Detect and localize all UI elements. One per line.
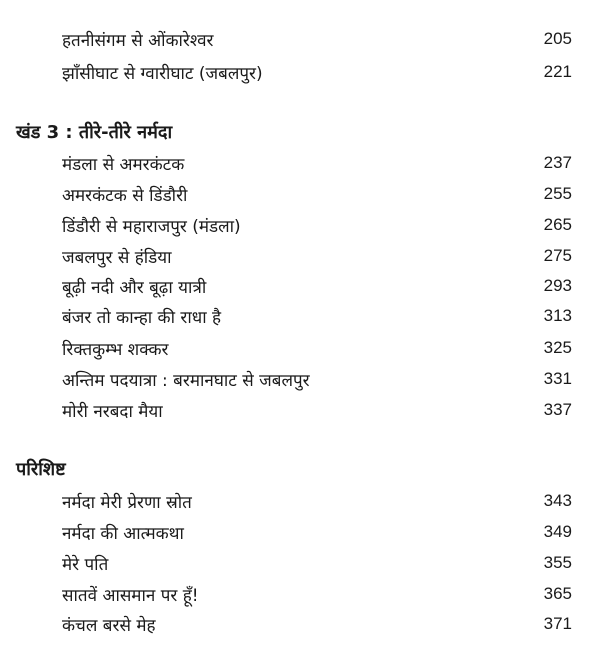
toc-entry bbox=[62, 517, 572, 547]
toc-entry bbox=[62, 210, 572, 240]
toc-entry bbox=[62, 148, 572, 178]
entry-title: मंडला से अमरकंटक bbox=[62, 154, 185, 175]
toc-entry bbox=[62, 579, 572, 609]
entry-title: बंजर तो कान्हा की राधा है bbox=[62, 307, 222, 328]
entry-title: रिक्तकुम्भ शक्कर bbox=[62, 339, 169, 360]
toc-entry bbox=[62, 57, 572, 87]
section-heading: परिशिष्ट bbox=[16, 459, 66, 480]
entry-title: बूढ़ी नदी और बूढ़ा यात्री bbox=[62, 277, 207, 298]
toc-entry bbox=[62, 179, 572, 209]
toc-entry bbox=[62, 486, 572, 516]
entry-page: 337 bbox=[543, 400, 572, 419]
entry-title: मोरी नरबदा मैया bbox=[62, 401, 163, 422]
toc-entry bbox=[62, 301, 572, 331]
entry-title: जबलपुर से हंडिया bbox=[62, 247, 172, 268]
section-heading: खंड 3 : तीरे-तीरे नर्मदा bbox=[16, 122, 173, 143]
entry-page: 331 bbox=[543, 369, 572, 388]
entry-page: 205 bbox=[543, 29, 572, 48]
entry-page: 255 bbox=[543, 184, 572, 203]
entry-page: 355 bbox=[543, 553, 572, 572]
entry-page: 371 bbox=[543, 614, 572, 633]
entry-title: झाँसीघाट से ग्वारीघाट (जबलपुर) bbox=[62, 63, 263, 84]
entry-title: हतनीसंगम से ओंकारेश्वर bbox=[62, 30, 214, 51]
entry-title: मेरे पति bbox=[62, 554, 109, 575]
toc-entry bbox=[62, 271, 572, 301]
entry-page: 265 bbox=[543, 215, 572, 234]
entry-page: 365 bbox=[543, 584, 572, 603]
entry-title: अमरकंटक से डिंडौरी bbox=[62, 185, 188, 206]
entry-page: 275 bbox=[543, 246, 572, 265]
entry-title: नर्मदा मेरी प्रेरणा स्रोत bbox=[62, 492, 192, 513]
toc-entry bbox=[62, 364, 572, 394]
entry-page: 237 bbox=[543, 153, 572, 172]
entry-page: 343 bbox=[543, 491, 572, 510]
entry-title: नर्मदा की आत्मकथा bbox=[62, 523, 184, 544]
toc-entry bbox=[62, 241, 572, 271]
toc-entry bbox=[62, 548, 572, 578]
entry-page: 313 bbox=[543, 306, 572, 325]
toc-entry bbox=[62, 333, 572, 363]
entry-page: 293 bbox=[543, 276, 572, 295]
entry-page: 325 bbox=[543, 338, 572, 357]
toc-entry bbox=[62, 609, 572, 639]
toc-entry bbox=[62, 24, 572, 54]
toc-entry bbox=[62, 395, 572, 425]
entry-page: 221 bbox=[543, 62, 572, 81]
entry-title: डिंडौरी से महाराजपुर (मंडला) bbox=[62, 216, 241, 237]
entry-title: अन्तिम पदयात्रा : बरमानघाट से जबलपुर bbox=[62, 370, 310, 391]
entry-title: कंचल बरसे मेह bbox=[62, 615, 156, 636]
entry-title: सातवें आसमान पर हूँ! bbox=[62, 585, 199, 606]
entry-page: 349 bbox=[543, 522, 572, 541]
